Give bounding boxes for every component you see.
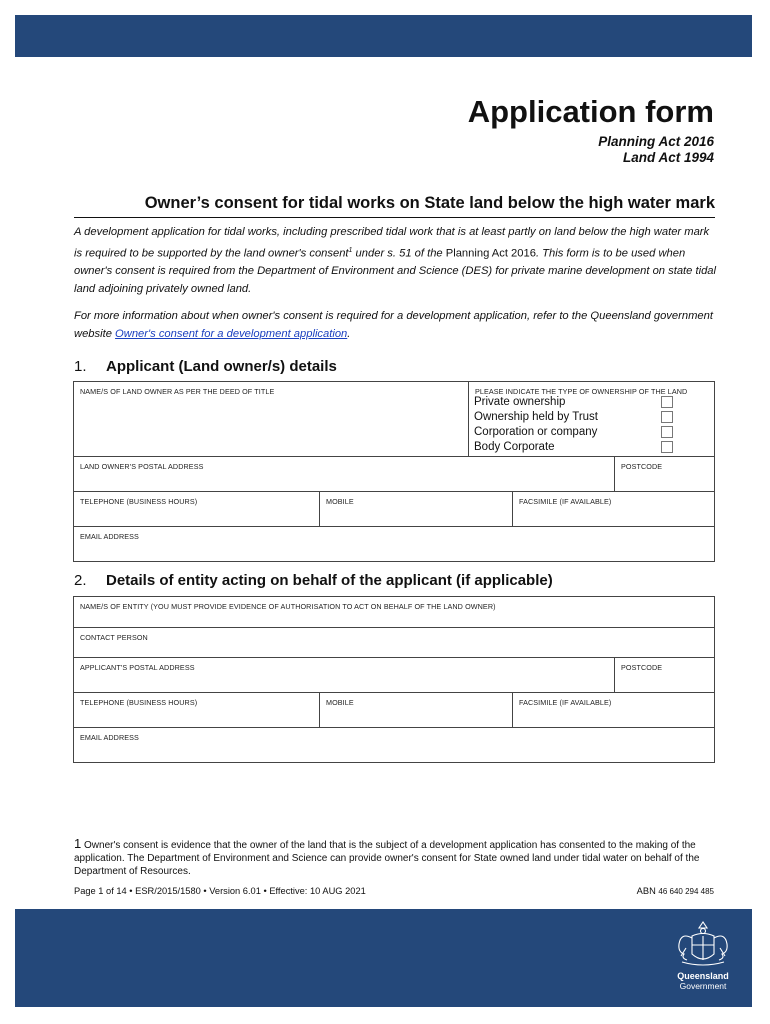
contact-person-field[interactable] <box>73 627 715 658</box>
page-info: Page 1 of 14 • ESR/2015/1580 • Version 6.01 • Effective: 10 AUG 2021 <box>74 886 366 896</box>
footnote <box>74 837 724 878</box>
section-title-text: Details of entity acting on behalf of the applicant (if applicable) <box>106 572 553 589</box>
section2-title <box>74 572 553 589</box>
field-label: FACSIMILE (IF AVAILABLE) <box>519 497 612 506</box>
land-owner-names-field[interactable] <box>73 381 469 457</box>
ownership-option-body-corporate: Body Corporate <box>474 441 555 453</box>
entity-names-field[interactable] <box>73 596 715 628</box>
applicant-postal-address-field[interactable] <box>73 657 615 693</box>
land-owner-email-field[interactable] <box>73 526 715 562</box>
land-owner-postcode-field[interactable] <box>614 456 715 492</box>
intro-text: under s. 51 of the <box>352 247 446 260</box>
logo-government-text: Government <box>679 981 727 991</box>
field-label: NAME/S OF LAND OWNER AS PER THE DEED OF TITLE <box>80 387 275 396</box>
footer-band <box>15 909 752 1007</box>
private-ownership-checkbox[interactable] <box>661 396 673 408</box>
intro-text: A development application for tidal works, including prescribed tidal work that is at least partly on land below the high water mark is required to be supported by the land owner's consent <box>74 226 710 260</box>
field-label: EMAIL ADDRESS <box>80 733 139 742</box>
corporation-checkbox[interactable] <box>661 426 673 438</box>
field-label: TELEPHONE (BUSINESS HOURS) <box>80 497 198 506</box>
queensland-government-logo <box>672 918 734 994</box>
ownership-option-corporation: Corporation or company <box>474 426 598 438</box>
act-planning: Planning Act 2016 <box>598 134 714 149</box>
section-title-text: Applicant (Land owner/s) details <box>106 358 337 375</box>
more-info-text: For more information about when owner's consent is required for a development application, refer to the Queensland government website <box>74 310 713 340</box>
land-owner-telephone-field[interactable] <box>73 491 320 527</box>
field-label: MOBILE <box>326 698 354 707</box>
applicant-email-field[interactable] <box>73 727 715 763</box>
field-label: POSTCODE <box>621 462 663 471</box>
logo-queensland-text: Queensland <box>677 971 729 981</box>
form-heading: Owner’s consent for tidal works on State land below the high water mark <box>74 194 715 218</box>
more-info-text: . <box>347 327 351 340</box>
act-reference: Planning Act 2016 <box>445 247 536 260</box>
field-label: APPLICANT'S POSTAL ADDRESS <box>80 663 195 672</box>
land-owner-fax-field[interactable] <box>512 491 715 527</box>
land-owner-postal-address-field[interactable] <box>73 456 615 492</box>
field-label: NAME/S OF ENTITY (YOU MUST PROVIDE EVIDENCE OF AUTHORISATION TO ACT ON BEHALF OF THE LAND OWNER) <box>80 602 496 611</box>
land-owner-mobile-field[interactable] <box>319 491 513 527</box>
ownership-option-trust: Ownership held by Trust <box>474 411 599 423</box>
field-label: EMAIL ADDRESS <box>80 532 139 541</box>
abn-label: ABN <box>636 886 656 896</box>
field-label: TELEPHONE (BUSINESS HOURS) <box>80 698 198 707</box>
footnote-ref: 1 <box>348 246 353 254</box>
abn-number: 46 640 294 485 <box>658 887 714 896</box>
field-label: FACSIMILE (IF AVAILABLE) <box>519 698 612 707</box>
field-label: POSTCODE <box>621 663 663 672</box>
applicant-postcode-field[interactable] <box>614 657 715 693</box>
body-corporate-checkbox[interactable] <box>661 441 673 453</box>
field-label: LAND OWNER'S POSTAL ADDRESS <box>80 462 204 471</box>
act-land: Land Act 1994 <box>622 150 714 165</box>
applicant-mobile-field[interactable] <box>319 692 513 728</box>
more-info-paragraph <box>74 308 720 343</box>
field-label: PLEASE INDICATE THE TYPE OF OWNERSHIP OF THE LAND <box>475 387 688 396</box>
applicant-fax-field[interactable] <box>512 692 715 728</box>
abn <box>637 886 714 896</box>
intro-text: . This form is to be used when owner's consent is required from the Department of Environment and Science (DES) for private marine development on state tidal land adjoining privately owned land. <box>74 247 717 295</box>
applicant-telephone-field[interactable] <box>73 692 320 728</box>
header-band <box>15 15 752 57</box>
footnote-text: Owner's consent is evidence that the owner of the land that is the subject of a development application has consented to the making of the application. The Department of Environment and Science can provide owner's consent for State owned land under tidal water on behalf of the Department of Resources. <box>74 840 700 877</box>
section1-title <box>74 358 337 375</box>
ownership-option-private: Private ownership <box>474 396 566 408</box>
footnote-number: 1 <box>74 836 82 851</box>
field-label: MOBILE <box>326 497 354 506</box>
section-number: 1. <box>74 358 87 375</box>
owners-consent-link[interactable]: Owner's consent for a development application <box>115 327 348 340</box>
section-number: 2. <box>74 572 87 589</box>
field-label: CONTACT PERSON <box>80 633 148 642</box>
trust-ownership-checkbox[interactable] <box>661 411 673 423</box>
intro-paragraph <box>74 224 720 298</box>
page-title: Application form <box>467 94 714 129</box>
